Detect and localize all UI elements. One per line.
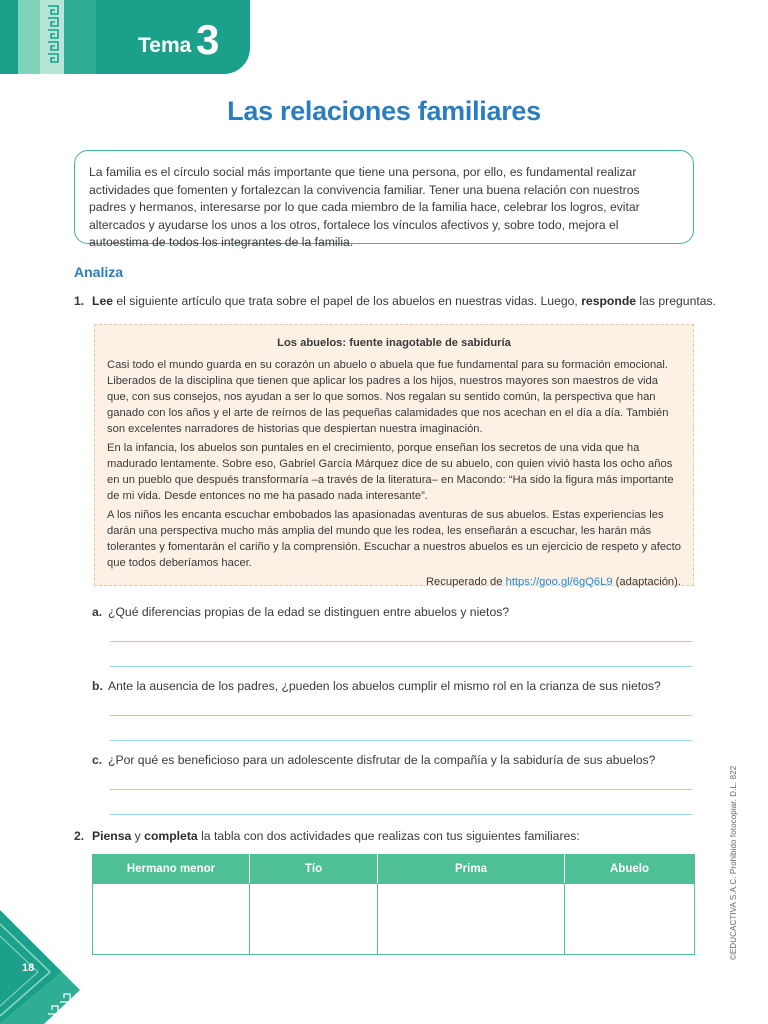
- question-verb: Piensa: [92, 829, 132, 843]
- subquestion-b: [92, 679, 661, 693]
- source-suffix: (adaptación).: [612, 576, 681, 588]
- subquestion-text: ¿Qué diferencias propias de la edad se distinguen entre abuelos y nietos?: [108, 605, 510, 619]
- corner-ornament-icon: [0, 910, 80, 1024]
- intro-text: La familia es el círculo social más importante que tiene una persona, por ello, es fundamental realizar actividades que fomenten y fortalezcan la convivencia familiar. Tener una buena relación con nuestros padres y hermanos, interesarse por lo que cada miembro de la familia hace, celebrar los logros, evitar altercados y ayudarse los unos a los otros, fortalece los vínculos afectivos y, sobre todo, mejora el autoestima de todos los integrantes de la familia.: [89, 165, 640, 249]
- article-paragraph: Casi todo el mundo guarda en su corazón un abuelo o abuela que fue fundamental para su formación emocional. Liberados de la disciplina que tienen que aplicar los padres a los hijos, nuestros mayores son maestros de vida que, con sus consejos, nos ayudan a ser lo que somos. Nos regalan su sentido común, la perspectiva que han ganado con los años y el arte de reírnos de las pequeñas calamidades que nos acechan en el día a día. También son excelentes narradores de historias que despiertan nuestra imaginación.: [107, 359, 669, 435]
- table-cell[interactable]: [378, 884, 565, 955]
- answer-line[interactable]: [110, 740, 692, 741]
- question-number: 1.: [74, 294, 85, 308]
- decorative-stripe: [64, 0, 96, 74]
- activity-table-wrap: [92, 854, 694, 955]
- chapter-number: 3: [196, 16, 220, 63]
- article-box: [94, 324, 694, 586]
- question-text: la tabla con dos actividades que realizas con tus siguientes familiares:: [197, 829, 580, 843]
- source-prefix: Recuperado de: [425, 576, 506, 588]
- answer-line[interactable]: [110, 666, 692, 667]
- question-1: [74, 294, 716, 308]
- answer-line[interactable]: [110, 814, 692, 815]
- question-text: y: [131, 829, 145, 843]
- table-header-row: [93, 855, 695, 884]
- table-cell[interactable]: [250, 884, 378, 955]
- subquestion-a: [92, 605, 509, 619]
- answer-line[interactable]: [110, 715, 692, 716]
- copyright-notice: ©EDUCACTIVA S.A.C. Prohibido fotocopiar. D.L. 822: [729, 765, 738, 960]
- question-number: 2.: [74, 829, 85, 843]
- article-paragraph: A los niños les encanta escuchar embobados las apasionadas aventuras de sus abuelos. Estas experiencias les darán una perspectiva mucho más amplia del mundo que les rodea, les enseñarán a escuchar, les harán más tolerantes y fomentarán el cariño y la comprensión. Escuchar a nuestros abuelos es un ejercicio de respeto y afecto que todos deberíamos hacer.: [107, 509, 681, 569]
- table-header-tio: Tío: [250, 855, 378, 884]
- table-cell[interactable]: [565, 884, 695, 955]
- table-header-abuelo: Abuelo: [565, 855, 695, 884]
- subquestion-letter: a.: [92, 605, 103, 619]
- intro-box: [74, 150, 694, 249]
- subquestion-text: Ante la ausencia de los padres, ¿pueden los abuelos cumplir el mismo rol en la crianza de sus nietos?: [108, 679, 661, 693]
- answer-line[interactable]: [110, 641, 692, 642]
- article-title: Los abuelos: fuente inagotable de sabiduría: [277, 337, 511, 349]
- section-heading: Analiza: [74, 264, 124, 280]
- subquestion-c: [92, 753, 655, 767]
- source-link[interactable]: https://goo.gl/6gQ6L9: [505, 576, 613, 588]
- chapter-label: Tema: [138, 34, 192, 57]
- question-verb: Lee: [92, 294, 114, 308]
- question-text: el siguiente artículo que trata sobre el papel de los abuelos en nuestras vidas. Luego,: [113, 294, 582, 308]
- page-title: Las relaciones familiares: [227, 96, 541, 126]
- article-source: [107, 574, 681, 590]
- table-row: [93, 884, 695, 955]
- decorative-stripe: [18, 0, 40, 74]
- question-verb: responde: [581, 294, 637, 308]
- question-text: las preguntas.: [636, 294, 716, 308]
- article-paragraph: En la infancia, los abuelos son puntales en el crecimiento, porque enseñan los secretos de una vida que ha madurado lentamente. Sobre eso, Gabriel García Márquez dice de su abuelo, con quien vivió hasta los ocho años en un pueblo que después transformaría –a través de la literatura– en Macondo: “Ha sido la figura más importante de mi vida. Desde entonces no me ha pasado nada interesante”.: [107, 442, 674, 502]
- table-header-hermano: Hermano menor: [93, 855, 250, 884]
- subquestion-text: ¿Por qué es beneficioso para un adolescente disfrutar de la compañía y la sabiduría de sus abuelos?: [108, 753, 656, 767]
- question-2: [74, 829, 580, 843]
- answer-line[interactable]: [110, 789, 692, 790]
- activity-table: [92, 854, 695, 955]
- subquestion-letter: c.: [92, 753, 103, 767]
- subquestion-letter: b.: [92, 679, 103, 693]
- table-cell[interactable]: [93, 884, 250, 955]
- question-verb: completa: [144, 829, 198, 843]
- page-number: 18: [22, 962, 35, 974]
- chapter-tab: [0, 0, 250, 74]
- greek-key-ornament-icon: [46, 4, 60, 70]
- table-header-prima: Prima: [378, 855, 565, 884]
